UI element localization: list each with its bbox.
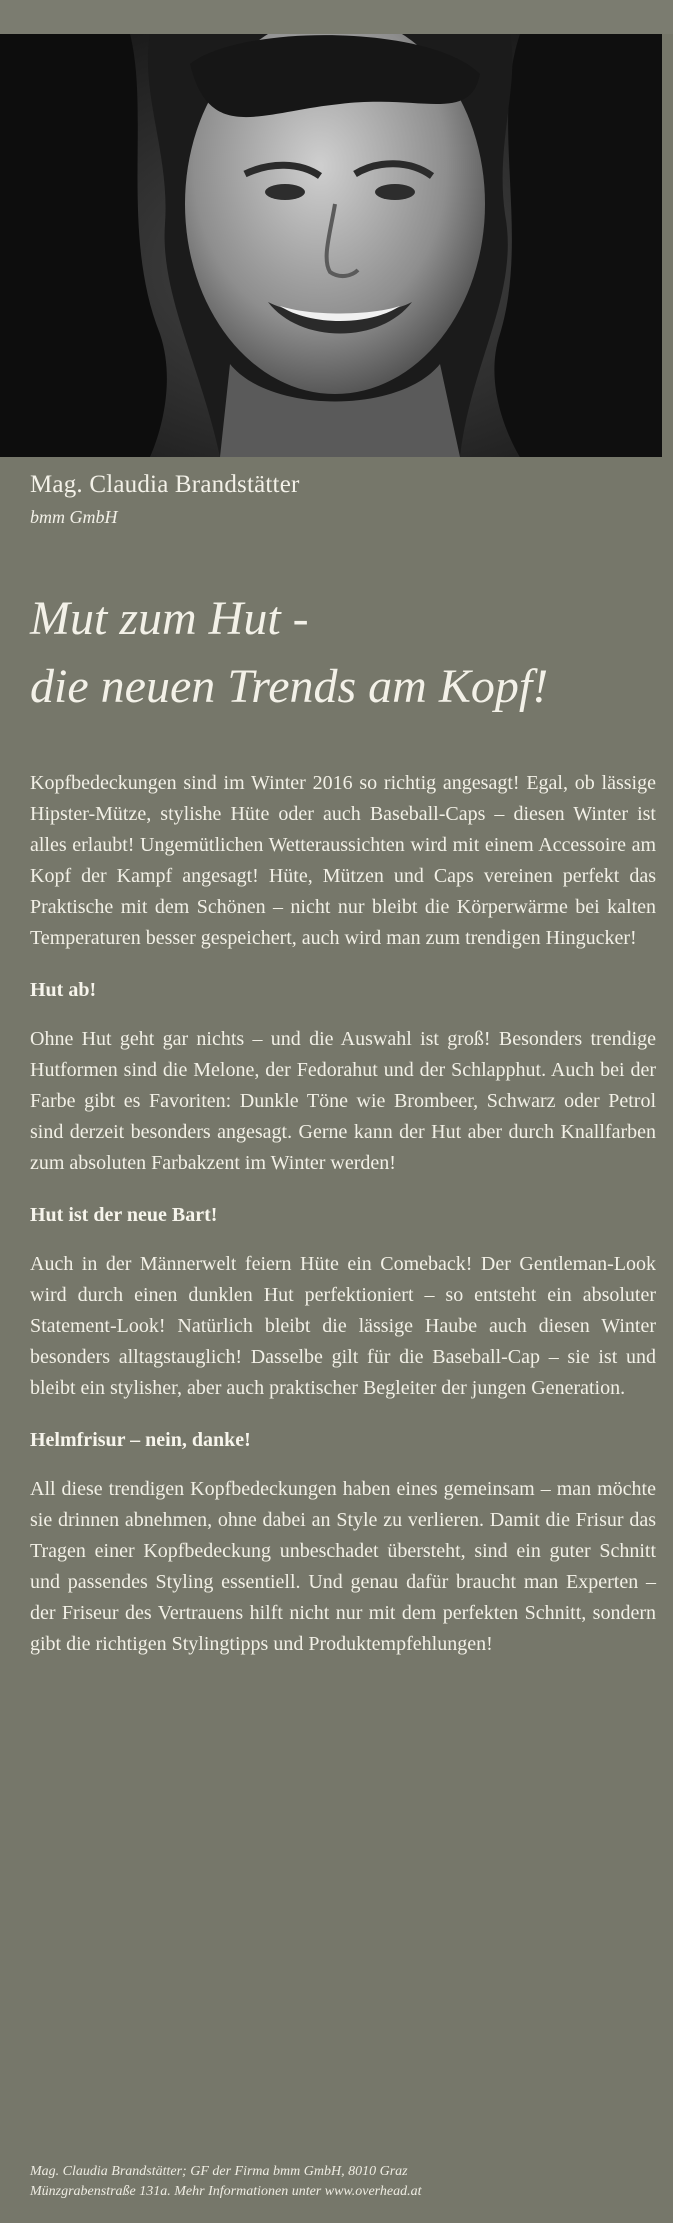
section-heading-helmfrisur: Helmfrisur – nein, danke! (30, 1429, 251, 1451)
author-company: bmm GmbH (30, 507, 118, 527)
section-paragraph-bart: Auch in der Männerwelt feiern Hüte ein Comeback! Der Gentleman-Look wird durch einen dunklen Hut perfektioniert – so entsteht ein absoluter Statement-Look! Natürlich bleibt die lässige Haube auch diesen Winter besonders alltagstauglich! Dasselbe gilt für die Baseball-Cap – sie ist und bleibt ein stylisher, aber auch praktischer Begleiter der jungen Generation. (30, 1253, 656, 1399)
byline (30, 470, 640, 528)
author-footnote (30, 2162, 650, 2202)
section-heading-hut-ab: Hut ab! (30, 979, 97, 1001)
article-headline (30, 585, 650, 721)
section-heading-bart: Hut ist der neue Bart! (30, 1204, 218, 1226)
headline-line-2: die neuen Trends am Kopf! (30, 660, 549, 713)
footnote-line-2: Münzgrabenstraße 131a. Mehr Informationen unter www.overhead.at (30, 2184, 422, 2199)
top-margin (0, 0, 673, 34)
footnote-line-1: Mag. Claudia Brandstätter; GF der Firma bmm GmbH, 8010 Graz (30, 2164, 408, 2179)
author-name: Mag. Claudia Brandstätter (30, 471, 300, 498)
article-body (30, 768, 656, 1682)
section-paragraph-helmfrisur: All diese trendigen Kopfbedeckungen haben eines gemeinsam – man möchte sie drinnen abnehmen, ohne dabei an Style zu verlieren. Damit die Frisur das Tragen einer Kopfbedeckung unbeschadet übersteht, sind ein guter Schnitt und passendes Styling essentiell. Und genau dafür braucht man Experten – der Friseur des Vertrauens hilft nicht nur mit dem perfekten Schnitt, sondern gibt die richtigen Stylingtipps und Produktempfehlungen! (30, 1478, 656, 1655)
headline-line-1: Mut zum Hut - (30, 592, 309, 645)
author-portrait (0, 34, 662, 457)
intro-paragraph: Kopfbedeckungen sind im Winter 2016 so richtig angesagt! Egal, ob lässige Hipster-Mütze, stylishe Hüte oder auch Baseball-Caps – diesen Winter ist alles erlaubt! Ungemütlichen Wetteraussichten wird mit einem Accessoire am Kopf der Kampf angesagt! Hüte, Mützen und Caps vereinen perfekt das Praktische mit dem Schönen – nicht nur bleibt die Körperwärme bei kalten Temperaturen besser gespeichert, auch wird man zum trendigen Hingucker! (30, 772, 656, 949)
section-paragraph-hut-ab: Ohne Hut geht gar nichts – und die Auswahl ist groß! Besonders trendige Hutformen sind die Melone, der Fedorahut und der Schlapphut. Auch bei der Farbe gibt es Favoriten: Dunkle Töne wie Brombeer, Schwarz oder Petrol sind derzeit besonders angesagt. Gerne kann der Hut aber durch Knallfarben zum absoluten Farbakzent im Winter werden! (30, 1028, 656, 1174)
